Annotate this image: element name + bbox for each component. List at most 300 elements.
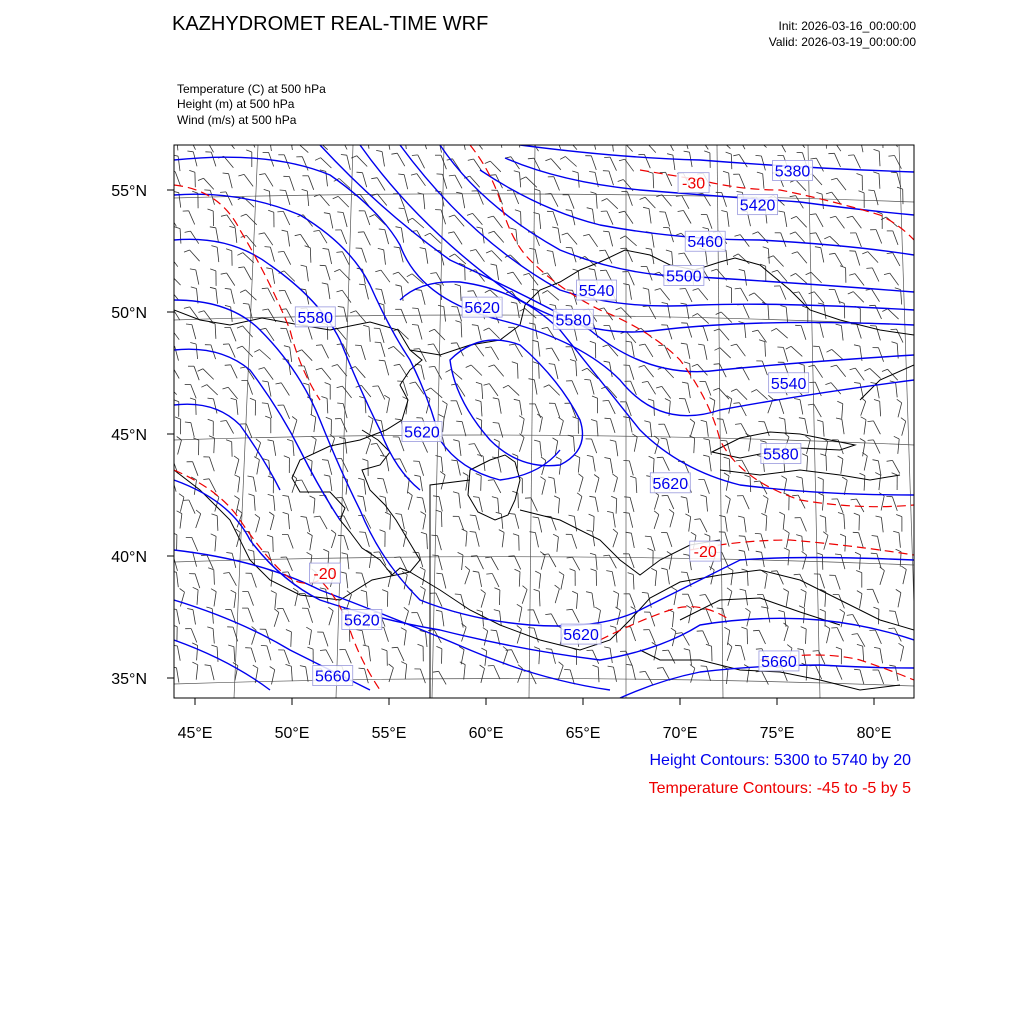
wind-barb-feather — [411, 174, 417, 176]
wind-barb — [454, 232, 462, 245]
wind-barb-feather — [313, 230, 319, 231]
wind-barb-feather — [681, 572, 687, 573]
wind-barb — [854, 155, 861, 169]
wind-barb-feather — [739, 269, 745, 270]
wind-barb-feather — [485, 290, 490, 293]
wind-barb — [860, 555, 861, 570]
wind-barb — [229, 344, 235, 358]
wind-barb-feather — [768, 395, 773, 399]
wind-barb — [609, 400, 616, 414]
wind-barb — [377, 178, 385, 191]
wind-barb — [616, 628, 617, 643]
wind-barb-feather — [268, 210, 274, 212]
wind-barb — [191, 231, 199, 244]
wind-barb — [663, 668, 670, 681]
wind-barb-feather — [558, 417, 563, 420]
wind-barb — [329, 611, 333, 625]
wind-barb — [345, 439, 347, 454]
wind-barb-feather — [368, 416, 373, 419]
wind-barb-feather — [896, 549, 902, 551]
wind-barb — [244, 174, 253, 186]
wind-barb — [755, 138, 766, 148]
wind-barb — [898, 403, 902, 418]
wind-barb — [706, 382, 711, 396]
wind-barb-feather — [453, 440, 459, 441]
wind-barb — [694, 438, 695, 453]
wind-barb-feather — [231, 398, 237, 400]
wind-barb-feather — [421, 532, 427, 534]
wind-barb-feather — [877, 131, 883, 133]
wind-barb-feather — [331, 530, 336, 534]
wind-barb — [654, 515, 659, 529]
wind-barb-feather — [880, 567, 885, 571]
wind-barb-feather — [456, 192, 462, 193]
wind-barb — [444, 404, 447, 419]
wind-barb-feather — [810, 233, 816, 234]
wind-barb — [215, 536, 216, 551]
wind-barb-feather — [550, 304, 556, 305]
wind-barb-feather — [779, 418, 785, 420]
wind-barb-feather — [589, 172, 595, 173]
wind-barb-feather — [293, 588, 298, 591]
wind-barb — [489, 328, 500, 339]
wind-barb-feather — [372, 386, 378, 387]
wind-barb-feather — [892, 342, 898, 344]
wind-barb-feather — [271, 591, 276, 594]
wind-barb-feather — [642, 381, 648, 382]
wind-barb-feather — [728, 567, 733, 570]
wind-barb-feather — [825, 383, 831, 385]
wind-barb-feather — [599, 250, 605, 251]
wind-barb-feather — [681, 497, 687, 498]
wind-barb-feather — [519, 416, 524, 419]
wind-barb-feather — [398, 174, 404, 175]
wind-barb-feather — [231, 590, 236, 593]
wind-barb-feather — [260, 328, 266, 329]
wind-barb — [780, 286, 786, 300]
wind-barb-feather — [514, 399, 520, 400]
wind-barb-feather — [485, 161, 491, 163]
wind-barb-feather — [268, 440, 274, 441]
wind-barb-feather — [399, 208, 405, 209]
wind-barb — [649, 209, 651, 224]
wind-barb — [481, 420, 482, 435]
wind-barb — [834, 153, 840, 167]
wind-barb — [194, 366, 199, 380]
wind-barb-feather — [379, 229, 385, 230]
wind-barb-feather — [881, 217, 886, 220]
wind-barb-feather — [672, 587, 677, 590]
wind-barb-feather — [342, 553, 348, 555]
wind-barb-feather — [392, 647, 398, 648]
wind-barb — [496, 265, 498, 280]
wind-barb — [193, 462, 198, 476]
wind-barb-feather — [430, 273, 436, 274]
wind-barb — [247, 381, 252, 395]
wind-barb — [727, 647, 732, 661]
wind-barb-feather — [228, 645, 234, 647]
wind-barb-feather — [161, 384, 167, 386]
wind-barb — [418, 325, 422, 339]
wind-barb-feather — [874, 400, 880, 402]
wind-barb-feather — [301, 516, 307, 517]
wind-barb-feather — [436, 573, 442, 574]
wind-barb — [264, 368, 273, 380]
wind-barb — [593, 209, 595, 224]
wind-barb — [462, 555, 463, 570]
wind-barb — [762, 552, 765, 567]
wind-barb — [365, 285, 369, 300]
wind-barb-feather — [483, 628, 488, 631]
wind-barb — [741, 646, 745, 661]
wind-barb — [795, 232, 805, 243]
wind-barb-feather — [604, 157, 610, 158]
wind-barb — [367, 134, 369, 149]
wind-barb — [607, 387, 617, 398]
wind-barb — [628, 272, 634, 286]
wind-barb-feather — [187, 151, 193, 152]
wind-barb-feather — [827, 349, 832, 352]
wind-barb-feather — [733, 254, 738, 257]
wind-barb — [297, 143, 308, 153]
wind-barb — [404, 575, 407, 590]
wind-barb-feather — [665, 399, 670, 402]
wind-barb — [494, 365, 504, 377]
wind-barb — [630, 594, 636, 608]
wind-barb — [804, 608, 805, 623]
wind-barb-feather — [826, 192, 832, 194]
wind-barb-feather — [432, 137, 438, 138]
wind-barb — [246, 290, 257, 300]
wind-barb — [481, 402, 482, 417]
wind-barb — [265, 233, 273, 245]
wind-barb-feather — [606, 571, 612, 572]
wind-barb — [880, 571, 885, 585]
wind-barb-feather — [591, 569, 597, 571]
wind-barb-feather — [262, 288, 268, 289]
wind-barb — [880, 401, 881, 416]
wind-barb — [667, 138, 674, 151]
wind-barb-feather — [868, 190, 874, 191]
wind-barb-feather — [873, 607, 879, 609]
wind-barb-feather — [520, 434, 525, 438]
wind-barb-feather — [323, 549, 329, 552]
wind-barb — [844, 480, 847, 495]
wind-barb — [611, 419, 616, 433]
wind-barb-feather — [200, 139, 206, 140]
wind-barb — [672, 612, 673, 627]
wind-barb-feather — [620, 236, 625, 239]
wind-barb-feather — [380, 496, 386, 497]
wind-barb-feather — [713, 388, 719, 390]
wind-barb — [215, 324, 216, 339]
wind-barb — [578, 458, 580, 473]
wind-barb — [859, 533, 863, 547]
wind-barb-feather — [820, 609, 826, 611]
wind-barb-feather — [569, 515, 575, 516]
wind-barb-feather — [420, 248, 426, 249]
wind-barb-feather — [678, 211, 684, 212]
aral-sea-outline — [468, 455, 520, 520]
wind-barb-feather — [341, 155, 347, 156]
wind-barb-feather — [250, 398, 256, 400]
wind-barb — [236, 499, 239, 514]
wind-barb-feather — [470, 515, 476, 516]
wind-barb — [477, 556, 484, 570]
wind-barb — [369, 553, 371, 568]
wind-barb — [229, 174, 233, 189]
wind-barb — [593, 531, 595, 546]
wind-barb — [542, 461, 546, 475]
wind-barb-feather — [254, 457, 259, 460]
wind-barb-feather — [376, 289, 382, 290]
wind-barb — [613, 513, 615, 528]
wind-barb-feather — [380, 530, 386, 532]
wind-barb-feather — [184, 307, 190, 309]
wind-barb-feather — [752, 232, 758, 234]
wind-barb — [811, 272, 822, 283]
wind-barb-feather — [630, 476, 636, 478]
wind-barb-feather — [190, 343, 196, 345]
wind-barb — [645, 197, 655, 208]
wind-barb-feather — [237, 346, 243, 348]
wind-barb-feather — [704, 151, 710, 153]
wind-barb — [175, 172, 180, 186]
wind-barb — [874, 440, 881, 454]
wind-barb-feather — [220, 421, 226, 422]
wind-barb — [166, 384, 176, 395]
wind-barb — [214, 438, 215, 453]
wind-barb-feather — [623, 460, 629, 461]
wind-barb-feather — [778, 211, 784, 212]
wind-barb-feather — [655, 289, 661, 291]
wind-barb — [382, 290, 386, 305]
contour-label: 5580 — [297, 309, 334, 327]
wind-barb — [837, 178, 846, 190]
wind-barb-feather — [336, 252, 342, 253]
wind-barb — [864, 456, 867, 471]
wind-barb — [703, 327, 708, 341]
wind-barb — [272, 670, 275, 685]
wind-barb — [252, 630, 257, 644]
wind-barb — [665, 212, 669, 226]
wind-barb-feather — [899, 643, 904, 646]
wind-barb-feather — [680, 289, 686, 290]
wind-barb — [517, 303, 520, 318]
wind-barb-feather — [868, 440, 874, 441]
wind-barb-feather — [862, 252, 868, 254]
wind-barb — [762, 671, 769, 684]
wind-barb-feather — [407, 274, 412, 277]
wind-barb — [684, 135, 689, 149]
wind-barb — [783, 347, 787, 361]
wind-barb — [690, 423, 694, 437]
wind-barb — [835, 575, 840, 589]
wind-barb — [516, 230, 518, 245]
wind-barb — [405, 664, 407, 679]
wind-barb-feather — [462, 529, 467, 532]
wind-barb — [320, 516, 327, 529]
wind-barb-feather — [361, 133, 367, 134]
wind-barb — [614, 667, 617, 682]
wind-barb — [226, 421, 233, 434]
wind-barb-feather — [564, 669, 570, 670]
wind-barb — [512, 650, 519, 664]
wind-barb — [853, 292, 864, 303]
wind-barb-feather — [476, 382, 482, 384]
wind-barb-feather — [261, 645, 267, 646]
wind-barb — [283, 211, 289, 225]
wind-barb — [475, 344, 484, 356]
wind-barb — [719, 139, 730, 149]
wind-barb — [703, 631, 709, 645]
wind-barb — [519, 437, 524, 451]
wind-barb-feather — [586, 134, 592, 135]
wind-barb — [172, 366, 180, 379]
wind-barb — [653, 459, 654, 474]
wind-barb — [567, 139, 577, 150]
wind-barb — [494, 666, 500, 680]
wind-barb-feather — [358, 478, 364, 480]
wind-barb — [650, 422, 652, 437]
wind-barb-feather — [259, 233, 265, 234]
wind-barb-feather — [211, 589, 216, 592]
wind-barb-feather — [337, 290, 343, 292]
wind-barb-feather — [882, 369, 888, 371]
wind-barb — [686, 304, 689, 319]
wind-barb-feather — [567, 557, 573, 558]
wind-barb — [707, 666, 711, 681]
wind-barb — [289, 177, 294, 191]
wind-barb — [592, 593, 594, 608]
wind-barb-feather — [395, 285, 401, 286]
wind-barb-feather — [739, 536, 745, 537]
wind-barb-feather — [885, 134, 891, 135]
wind-barb-feather — [623, 512, 629, 513]
wind-barb — [739, 174, 745, 188]
wind-barb-feather — [657, 668, 663, 669]
wind-barb-feather — [889, 611, 895, 612]
wind-barb-feather — [570, 360, 576, 362]
wind-barb — [534, 380, 537, 395]
wind-barb — [363, 173, 367, 187]
wind-barb — [210, 190, 214, 204]
wind-barb — [347, 155, 351, 170]
wind-barb — [591, 156, 596, 170]
wind-barb — [172, 307, 180, 320]
wind-barb-feather — [661, 568, 667, 569]
wind-barb — [874, 421, 881, 434]
wind-barb — [688, 383, 690, 398]
wind-barb-feather — [578, 474, 583, 478]
wind-barb — [196, 344, 198, 359]
wind-barb-feather — [587, 530, 593, 531]
wind-barb — [651, 537, 655, 551]
wind-barb-feather — [763, 495, 768, 498]
wind-barb — [822, 496, 823, 511]
wind-barb-feather — [806, 272, 812, 274]
wind-barb-feather — [296, 480, 302, 481]
wind-barb-feather — [727, 643, 732, 647]
wind-barb-feather — [311, 414, 316, 417]
wind-barb-feather — [607, 511, 613, 512]
wind-barb-feather — [426, 388, 431, 391]
wind-barb-feather — [276, 383, 282, 384]
wind-barb — [644, 154, 650, 168]
wind-barb — [896, 382, 898, 397]
wind-barb-feather — [590, 192, 596, 194]
wind-barb-feather — [736, 460, 742, 461]
wind-barb — [404, 175, 408, 190]
wind-barb-feather — [395, 419, 401, 420]
wind-barb-feather — [210, 227, 216, 228]
wind-barb-feather — [302, 189, 308, 191]
wind-barb — [455, 175, 462, 188]
wind-barb-feather — [693, 289, 699, 291]
wind-barb-feather — [201, 385, 206, 388]
wind-barb — [667, 533, 672, 547]
wind-barb-feather — [684, 151, 690, 152]
wind-barb-feather — [471, 556, 477, 557]
wind-barb — [203, 369, 214, 380]
wind-barb-feather — [799, 606, 805, 609]
wind-barb — [549, 385, 560, 396]
wind-barb — [522, 419, 525, 434]
wind-barb — [725, 517, 727, 532]
wind-barb — [722, 193, 727, 207]
wind-barb — [365, 532, 369, 546]
wind-barb — [578, 496, 582, 510]
wind-barb-feather — [661, 138, 667, 139]
wind-barb-feather — [724, 457, 730, 459]
wind-barb — [863, 646, 864, 661]
wind-barb-feather — [817, 420, 823, 422]
wind-barb-feather — [226, 440, 232, 442]
wind-barb-feather — [896, 515, 902, 517]
wind-barb-feather — [223, 173, 229, 174]
wind-barb — [816, 214, 823, 227]
wind-barb — [738, 136, 745, 149]
wind-barb — [330, 214, 333, 229]
wind-barb-feather — [587, 208, 593, 209]
contour-label: 5540 — [578, 283, 615, 301]
wind-barb-feather — [177, 511, 182, 514]
border-east — [720, 365, 914, 480]
wind-barb-feather — [256, 439, 261, 443]
wind-barb-feather — [388, 346, 394, 349]
wind-barb — [326, 650, 333, 663]
wind-barb — [381, 270, 390, 282]
wind-barb-feather — [831, 178, 837, 180]
wind-barb — [344, 536, 349, 550]
wind-barb — [473, 213, 483, 224]
lon-tick-label: 75°E — [759, 725, 795, 742]
wind-barb — [235, 459, 239, 474]
wind-barb — [397, 153, 405, 166]
wind-barb — [288, 514, 289, 529]
wind-barb — [893, 460, 900, 473]
wind-barb — [673, 155, 675, 170]
wind-barb — [731, 570, 733, 585]
wind-barb-feather — [684, 649, 690, 650]
wind-barb — [595, 478, 599, 493]
wind-barb — [747, 668, 749, 683]
wind-barb-feather — [534, 440, 540, 442]
wind-barb-feather — [602, 199, 607, 202]
wind-barb-feather — [284, 346, 290, 347]
wind-barb-feather — [205, 665, 211, 666]
wind-barb-feather — [212, 514, 218, 516]
